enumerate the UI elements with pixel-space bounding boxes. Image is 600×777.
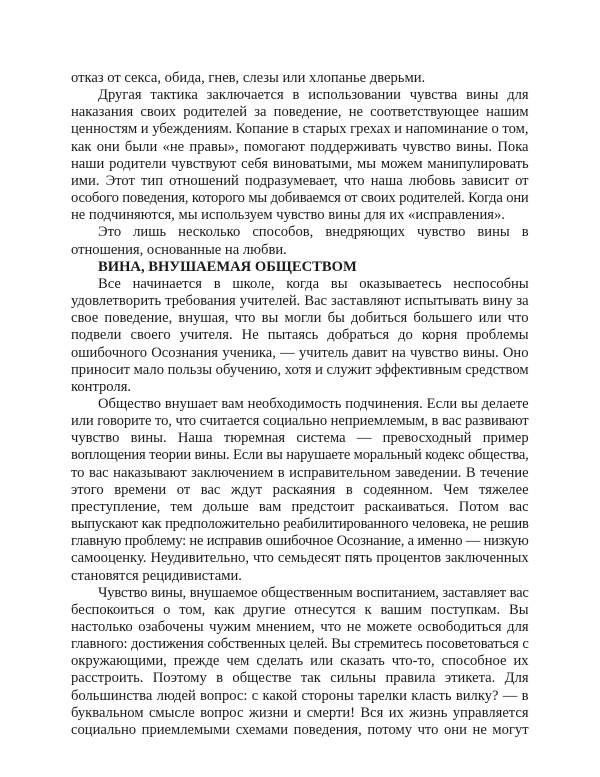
line-text: то вас наказывают заключением в исправительном заведении. В течение (71, 464, 529, 481)
text-line (71, 139, 529, 156)
line-text: расстроить. Поэтому в обществе так сильны правила этикета. Для (71, 670, 529, 687)
paragraph (71, 70, 529, 87)
text-line (71, 362, 529, 379)
text-line (71, 396, 529, 413)
text-line (71, 722, 529, 739)
line-text: или говорите то, что считается социально неприемлемым, в вас развивают (71, 413, 529, 430)
text-line (71, 688, 529, 705)
text-line (71, 447, 529, 464)
heading-line (71, 259, 529, 276)
paragraph (71, 585, 529, 739)
text-line (71, 293, 529, 310)
text-line (71, 121, 529, 138)
line-text: беспокоиться о том, как другие отнесутся к вашим поступкам. Вы (71, 601, 529, 618)
text-line (71, 585, 529, 602)
text-line (71, 104, 529, 121)
line-text: самооценку. Неудивительно, что семьдесят пять процентов заключенных (71, 550, 529, 567)
text-line (71, 327, 529, 344)
text-line (71, 482, 529, 499)
line-text: отказ от секса, обида, гнев, слезы или хлопанье дверьми. (71, 70, 426, 86)
line-text: подвели своего учителя. Не пытаясь добраться до корня проблемы (71, 327, 529, 344)
line-text: ошибочного Осознания ученика, — учитель давит на чувство вины. Оно (71, 344, 529, 361)
line-text: ценностям и убеждениям. Копание в старых грехах и напоминание о том, (71, 121, 529, 138)
line-text: Общество внушает вам необходимость подчинения. Если вы делаете (98, 395, 529, 412)
text-line (71, 533, 529, 550)
line-text: этого времени от вас ждут раскаяния в содеянном. Чем тяжелее (71, 481, 529, 498)
text-line (71, 705, 529, 722)
paragraph (71, 87, 529, 224)
text-line (71, 379, 529, 396)
text-line (71, 670, 529, 687)
paragraph (71, 224, 529, 258)
text-line (71, 224, 529, 241)
line-text: настолько озабочены чужим мнением, что не можете освободиться для (71, 619, 529, 635)
line-text: преступление, тем дольше вам предстоит раскаиваться. Потом вас (71, 498, 529, 515)
line-text: становятся рецидивистами. (71, 567, 242, 584)
document-page (71, 70, 529, 739)
text-line (71, 619, 529, 636)
line-text: Другая тактика заключается в использовании чувства вины для (98, 87, 529, 104)
text-line (71, 636, 529, 653)
text-line (71, 568, 529, 585)
line-text: не подчиняются, мы используем чувство вины для их «исправления». (71, 207, 505, 224)
line-text: главного: достижения собственных целей. Вы стремитесь посоветоваться с (71, 636, 529, 653)
line-text: социально приемлемыми схемами поведения, потому что они не могут (71, 721, 529, 738)
text-line (71, 310, 529, 327)
paragraph (71, 276, 529, 396)
text-line (71, 550, 529, 567)
text-line (71, 430, 529, 447)
line-text: свое поведение, внушая, что вы могли бы добиться большего или что (71, 310, 529, 327)
text-line (71, 207, 529, 224)
text-line (71, 173, 529, 190)
line-text: контроля. (71, 378, 132, 395)
text-line (71, 190, 529, 207)
line-text: Все начинается в школе, когда вы оказываетесь неспособны (98, 275, 529, 292)
text-line (71, 653, 529, 670)
line-text: воплощения теории вины. Если вы нарушаете моральный кодекс общества, (71, 447, 529, 464)
line-text: Чувство вины, внушаемое общественным воспитанием, заставляет вас (98, 584, 529, 601)
text-line (71, 242, 529, 259)
line-text: буквальном смысле вопрос жизни и смерти! Вся их жизнь управляется (71, 704, 529, 721)
text-line (71, 70, 529, 87)
text-line (71, 465, 529, 482)
section-heading (71, 259, 529, 276)
line-text: ими. Этот тип отношений подразумевает, что наша любовь зависит от (71, 172, 529, 189)
line-text: главную проблему: не исправив ошибочное Осознание, а именно — низкую (71, 533, 529, 550)
heading-text: ВИНА, ВНУШАЕМАЯ ОБЩЕСТВОМ (98, 258, 357, 275)
line-text: удовлетворить требования учителей. Вас заставляют испытывать вину за (71, 293, 529, 310)
line-text: как они были «не правы», помогают поддерживать чувство вины. Пока (71, 138, 529, 155)
line-text: отношения, основанные на любви. (71, 241, 287, 258)
paragraph (71, 396, 529, 585)
line-text: особого поведения, которого мы добиваемся от своих родителей. Когда они (71, 190, 529, 207)
text-line (71, 345, 529, 362)
text-line (71, 499, 529, 516)
text-line (71, 156, 529, 173)
line-text: окружающими, прежде чем сделать или сказать что-то, способное их (71, 653, 529, 670)
line-text: чувство вины. Наша тюремная система — превосходный пример (71, 430, 529, 447)
line-text: наказания своих родителей за поведение, не соответствующее нашим (71, 104, 529, 121)
line-text: приносит мало пользы обучению, хотя и служит эффективным средством (71, 361, 529, 378)
line-text: выпускают как предположительно реабилитированного человека, не решив (71, 516, 529, 533)
line-text: Это лишь несколько способов, внедряющих чувство вины в (98, 224, 529, 241)
text-line (71, 516, 529, 533)
text-line (71, 276, 529, 293)
text-line (71, 87, 529, 104)
line-text: большинства людей вопрос: с какой стороны тарелки класть вилку? — в (71, 687, 529, 704)
text-line (71, 602, 529, 619)
text-line (71, 413, 529, 430)
line-text: наши родители чувствуют себя виноватыми, мы можем манипулировать (71, 155, 529, 172)
